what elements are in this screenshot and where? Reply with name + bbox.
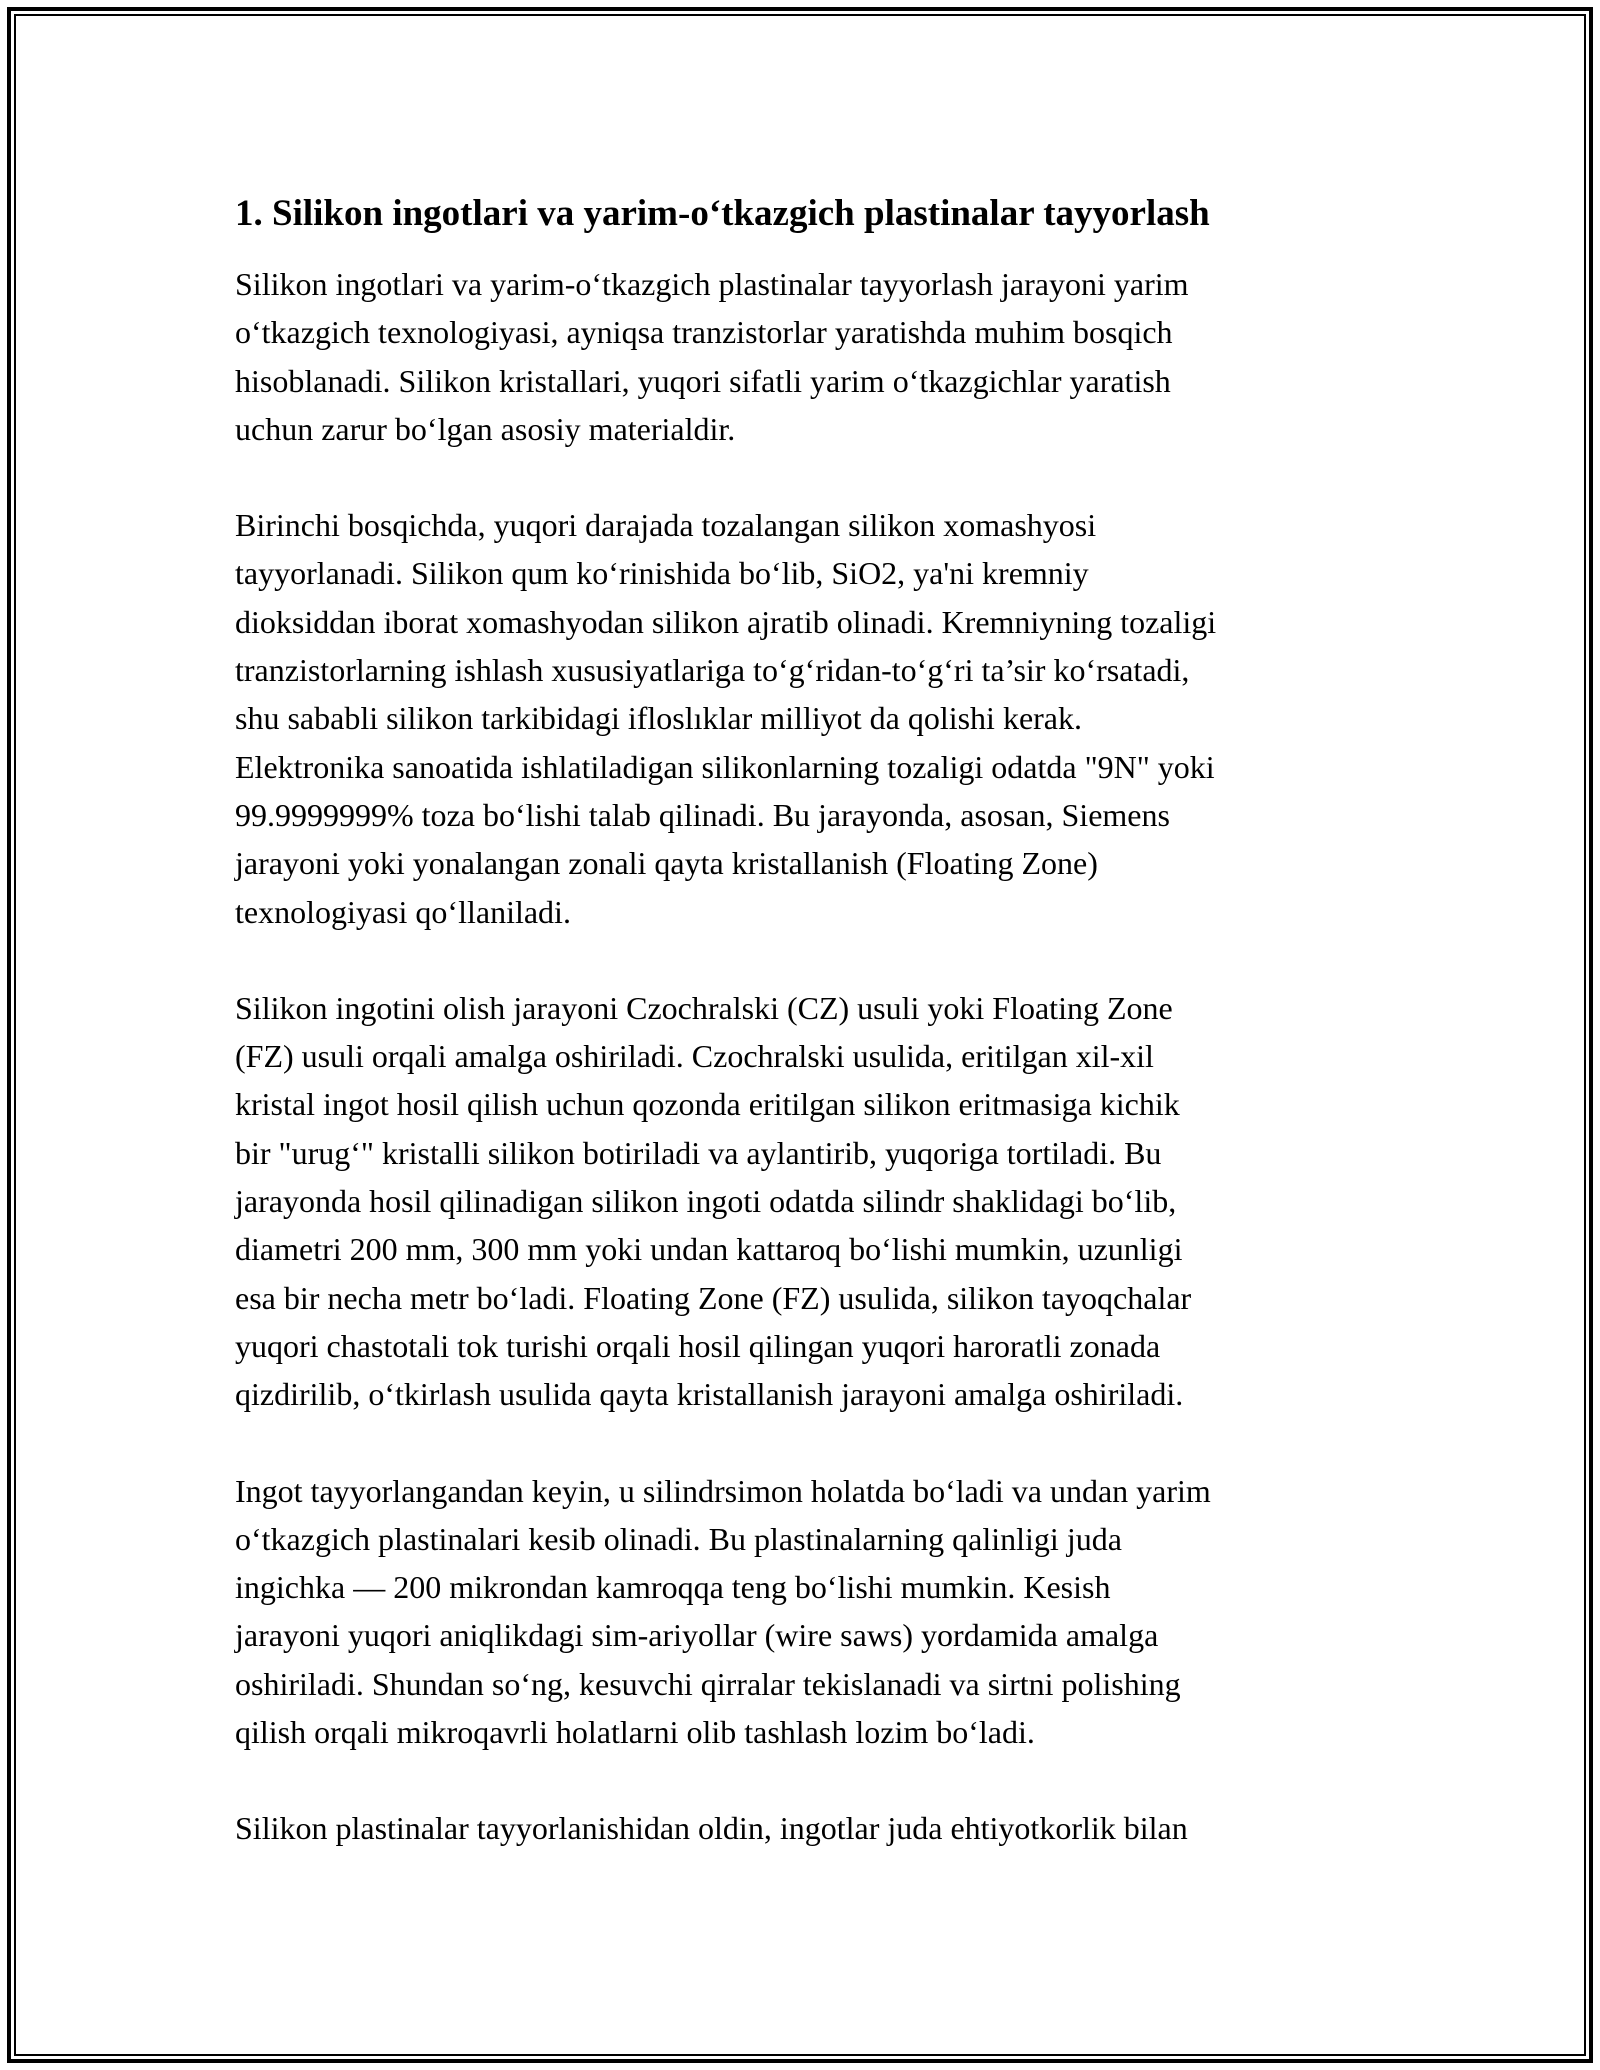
paragraph-5: Silikon plastinalar tayyorlanishidan oldin, ingotlar juda ehtiyotkorlik bilan	[235, 1810, 1188, 1847]
paragraph-3: Silikon ingotini olish jarayoni Czochralski (CZ) usuli yoki Floating Zone (FZ) usuli orqali amalga oshiriladi. Czochralski usulida, eritilgan xil-xil kristal ingot hosil qilish uchun qozonda eritilgan silikon eritmasiga kichik bir "urug‘" kristalli silikon botiriladi va aylantirib, yuqoriga tortiladi. Bu jarayonda hosil qilinadigan silikon ingoti odatda silindr shaklidagi bo‘lib, diametri 200 mm, 300 mm yoki undan kattaroq bo‘lishi mumkin, uzunligi esa bir necha metr bo‘ladi. Floating Zone (FZ) usulida, silikon tayoqchalar yuqori chastotali tok turishi orqali hosil qilingan yuqori haroratli zonada qizdirilib, o‘tkirlash usulida qayta kristallanish jarayoni amalga oshiriladi.	[235, 989, 1192, 1413]
document-body	[235, 186, 1365, 1901]
paragraph-1: Silikon ingotlari va yarim-o‘tkazgich plastinalar tayyorlash jarayoni yarim o‘tkazgich texnologiyasi, ayniqsa tranzistorlar yaratishda muhim bosqich hisoblanadi. Silikon kristallari, yuqori sifatli yarim o‘tkazgichlar yaratish uchun zarur bo‘lgan asosiy materialdir.	[235, 266, 1189, 447]
section-heading: 1. Silikon ingotlari va yarim-o‘tkazgich plastinalar tayyorlash	[235, 193, 1210, 234]
paragraph-4: Ingot tayyorlangandan keyin, u silindrsimon holatda bo‘ladi va undan yarim o‘tkazgich plastinalari kesib olinadi. Bu plastinalarning qalinligi juda ingichka — 200 mikrondan kamroqqa teng bo‘lishi mumkin. Kesish jarayoni yuqori aniqlikdagi sim-ariyollar (wire saws) yordamida amalga oshiriladi. Shundan so‘ng, kesuvchi qirralar tekislanadi va sirtni polishing qilish orqali mikroqavrli holatlarni olib tashlash lozim bo‘ladi.	[235, 1472, 1211, 1751]
paragraph-2: Birinchi bosqichda, yuqori darajada tozalangan silikon xomashyosi tayyorlanadi. Silikon qum ko‘rinishida bo‘lib, SiO2, ya'ni kremniy dioksiddan iborat xomashyodan silikon ajratib olinadi. Kremniyning tozaligi tranzistorlarning ishlash xususiyatlariga to‘g‘ridan-to‘g‘ri ta’sir ko‘rsatadi, shu sababli silikon tarkibidagi ifloslıklar milliyot da qolishi kerak. Elektronika sanoatida ishlatiladigan silikonlarning tozaligi odatda "9N" yoki 99.9999999% toza bo‘lishi talab qilinadi. Bu jarayonda, asosan, Siemens jarayoni yoki yonalangan zonali qayta kristallanish (Floating Zone) texnologiyasi qo‘llaniladi.	[235, 507, 1217, 930]
